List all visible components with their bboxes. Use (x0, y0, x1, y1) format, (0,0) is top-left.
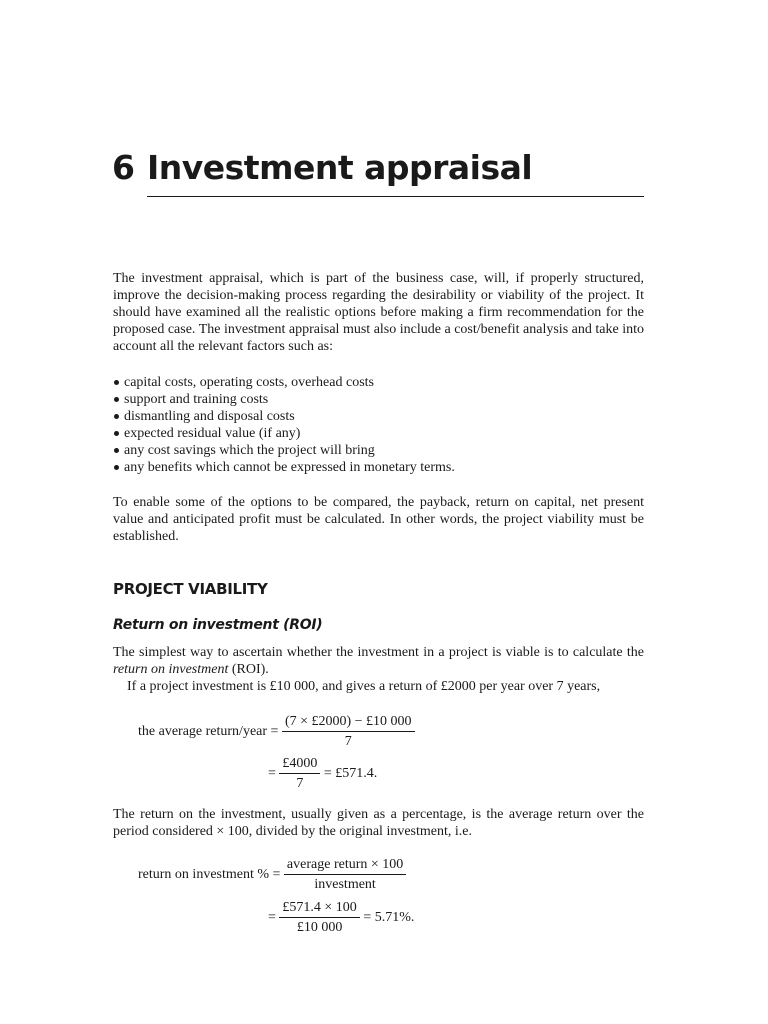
list-item: any benefits which cannot be expressed in monetary terms. (113, 459, 644, 476)
intro-paragraph: The investment appraisal, which is part of the business case, will, if properly structured, improve the decision-making process regarding the desirability or viability of the project. It should have examined all the realistic options before making a firm recommendation for the proposed case. The investment appraisal must also include a cost/benefit analysis and take into account all the relevant factors such as: (113, 271, 644, 354)
fraction (279, 899, 359, 936)
chapter-number: 6 (112, 148, 135, 187)
fraction-denominator: 7 (296, 776, 304, 791)
list-item: expected residual value (if any) (113, 425, 644, 442)
fraction-numerator: £4000 (279, 755, 320, 774)
average-return-equation (138, 713, 415, 750)
list-item: capital costs, operating costs, overhead costs (113, 374, 644, 391)
fraction-denominator: investment (314, 877, 376, 892)
cost-factors-list (113, 374, 644, 476)
roi-paragraph (113, 644, 644, 695)
list-item: support and training costs (113, 391, 644, 408)
equation-result: = £571.4. (323, 766, 378, 781)
roi-example-line: If a project investment is £10 000, and gives a return of £2000 per year over 7 years, (127, 679, 601, 694)
list-item: dismantling and disposal costs (113, 408, 644, 425)
roi-percent-result-equation (268, 899, 414, 936)
equals-sign: = (268, 766, 276, 781)
list-item: any cost savings which the project will bring (113, 442, 644, 459)
equals-sign: = (268, 910, 276, 925)
chapter-title-rule (147, 196, 644, 197)
fraction (282, 713, 415, 750)
roi-text-end: (ROI). (228, 662, 269, 677)
chapter-heading (112, 146, 644, 190)
roi-text-start: The simplest way to ascertain whether the investment in a project is viable is to calculate the (113, 645, 644, 660)
viability-paragraph: To enable some of the options to be compared, the payback, return on capital, net present value and anticipated profit must be calculated. In other words, the project viability must be established. (113, 495, 644, 544)
equation-lhs: return on investment % = (138, 867, 281, 882)
equation-result: = 5.71%. (363, 910, 415, 925)
fraction (284, 856, 406, 893)
roi-percent-equation (138, 856, 406, 893)
fraction-denominator: 7 (344, 734, 352, 749)
section-heading: PROJECT VIABILITY (113, 580, 268, 598)
chapter-title: Investment appraisal (147, 148, 533, 187)
fraction-denominator: £10 000 (296, 920, 343, 935)
roi-term: return on investment (113, 662, 229, 677)
subsection-heading: Return on investment (ROI) (113, 617, 323, 633)
equation-lhs: the average return/year = (138, 724, 279, 739)
fraction (279, 755, 320, 792)
fraction-numerator: £571.4 × 100 (279, 899, 359, 918)
fraction-numerator: average return × 100 (284, 856, 406, 875)
average-return-result-equation (268, 755, 377, 792)
fraction-numerator: (7 × £2000) − £10 000 (282, 713, 415, 732)
roi-definition-paragraph: The return on the investment, usually given as a percentage, is the average return over the period considered × 100, divided by the original investment, i.e. (113, 807, 644, 839)
